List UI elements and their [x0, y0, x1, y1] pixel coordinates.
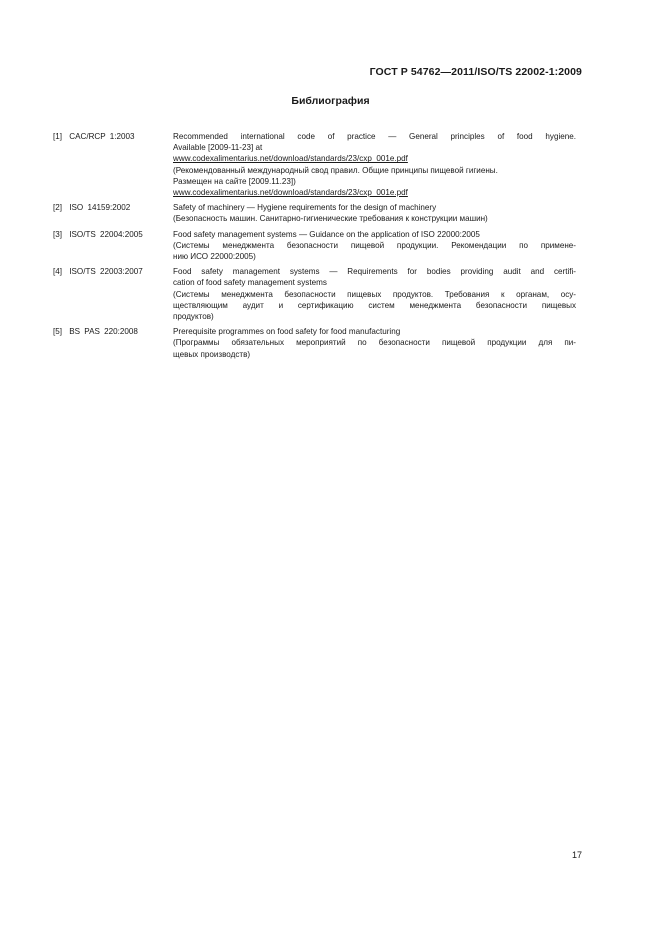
- entry-number: [2]: [53, 203, 62, 213]
- bibliography-entry: [53, 266, 576, 322]
- entry-reference: [53, 202, 173, 224]
- entry-line: Food safety management systems — Requirements for bodies providing audit and certifi-: [173, 267, 576, 277]
- entry-line: (Рекомендованный международный свод правил. Общие принципы пищевой гигиены.: [173, 165, 498, 175]
- entry-reference: [53, 131, 173, 198]
- entry-code: ISO/TS 22004:2005: [69, 229, 143, 239]
- entry-number: [1]: [53, 132, 62, 141]
- entry-body: [173, 326, 576, 360]
- entry-code: ISO 14159:2002: [69, 203, 131, 213]
- entry-body: [173, 131, 576, 198]
- bibliography-entry: [53, 131, 576, 198]
- entry-link[interactable]: www.codexalimentarius.net/download/standards/23/cxp_001e.pdf: [173, 154, 408, 164]
- entry-line: Safety of machinery — Hygiene requirements for the design of machinery: [173, 203, 437, 213]
- entry-number: [5]: [53, 327, 62, 337]
- entry-line: щевых производств): [173, 349, 251, 359]
- bibliography-entry: [53, 229, 576, 263]
- entry-line: Food safety management systems — Guidance on the application of ISO 22000:2005: [173, 229, 480, 239]
- entry-line: продуктов): [173, 312, 214, 322]
- entry-number: [4]: [53, 267, 62, 277]
- entry-line: Prerequisite programmes on food safety for food manufacturing: [173, 327, 401, 337]
- entry-line: нию ИСО 22000:2005): [173, 252, 256, 262]
- entry-reference: [53, 229, 173, 263]
- entry-line: Размещен на сайте [2009.11.23]): [173, 176, 296, 186]
- entry-line: (Программы обязательных мероприятий по безопасности пищевой продукции для пи-: [173, 338, 576, 348]
- entry-line: Recommended international code of practice — General principles of food hygiene.: [173, 132, 576, 141]
- entry-body: [173, 266, 576, 322]
- entry-number: [3]: [53, 229, 62, 239]
- entry-reference: [53, 266, 173, 322]
- entry-link[interactable]: www.codexalimentarius.net/download/standards/23/cxp_001e.pdf: [173, 188, 408, 198]
- entry-line: (Безопасность машин. Санитарно-гигиенические требования к конструкции машин): [173, 214, 488, 224]
- entry-line: cation of food safety management systems: [173, 278, 327, 288]
- entry-code: ISO/TS 22003:2007: [69, 267, 143, 277]
- bibliography-entry: [53, 326, 576, 360]
- entry-line: (Системы менеджмента безопасности пищевой продукции. Рекомендации по примене-: [173, 240, 576, 250]
- entry-code: CAC/RCP 1:2003: [69, 132, 135, 141]
- bibliography-entry: [53, 202, 576, 224]
- bibliography-list: [53, 131, 576, 364]
- page-title: Библиография: [291, 95, 370, 107]
- entry-line: Available [2009-11-23] at: [173, 143, 263, 153]
- entry-body: [173, 229, 576, 263]
- entry-line: ществляющим аудит и сертификацию систем менеджмента безопасности пищевых: [173, 300, 576, 310]
- entry-line: (Системы менеджмента безопасности пищевых продуктов. Требования к органам, осу-: [173, 289, 576, 299]
- page-number: 17: [571, 850, 582, 860]
- document-header: ГОСТ Р 54762—2011/ISO/TS 22002-1:2009: [369, 66, 582, 78]
- entry-code: BS PAS 220:2008: [69, 327, 138, 337]
- entry-body: [173, 202, 576, 224]
- entry-reference: [53, 326, 173, 360]
